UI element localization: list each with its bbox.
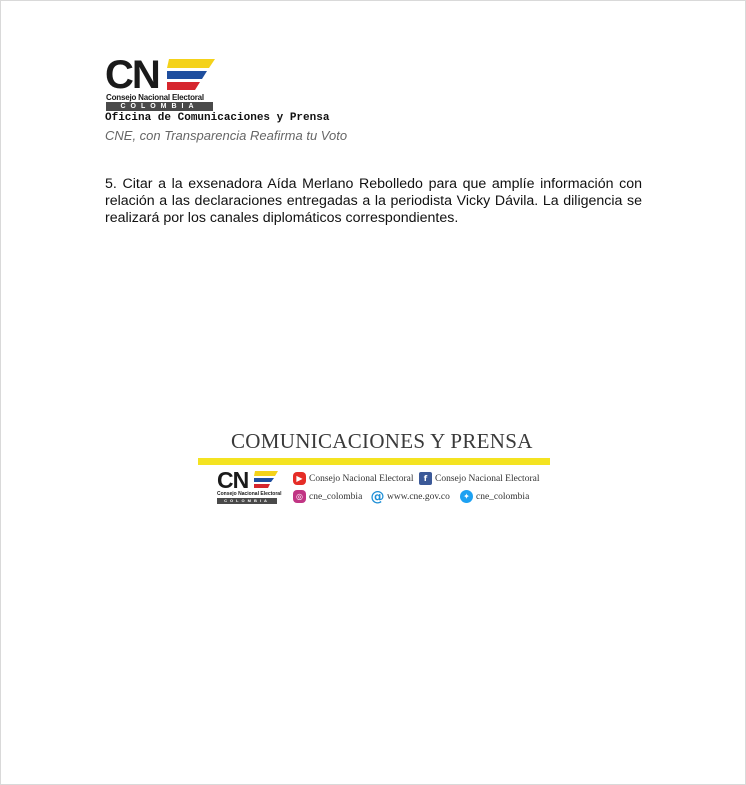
- footer-divider: [198, 458, 550, 465]
- youtube-label: Consejo Nacional Electoral: [309, 473, 414, 484]
- footer-cne-logo: [217, 467, 282, 506]
- at-sign-icon: @: [370, 488, 385, 505]
- flag-e-icon: [167, 59, 215, 91]
- instagram-label: cne_colombia: [309, 491, 363, 502]
- logo-letters: CN: [105, 53, 159, 97]
- facebook-link[interactable]: [419, 472, 539, 485]
- instagram-icon: ◎: [293, 490, 306, 503]
- twitter-link[interactable]: [460, 490, 529, 503]
- footer-flag-e-icon: [254, 471, 278, 489]
- facebook-label: Consejo Nacional Electoral: [435, 473, 540, 484]
- website-label: www.cne.gov.co: [387, 491, 450, 502]
- footer-logo-country: COLOMBIA: [217, 498, 277, 504]
- slogan: CNE, con Transparencia Reafirma tu Voto: [105, 128, 348, 143]
- instagram-link[interactable]: [293, 490, 362, 503]
- twitter-icon: ✦: [460, 490, 473, 503]
- youtube-icon: ▶: [293, 472, 306, 485]
- body-paragraph: 5. Citar a la exsenadora Aída Merlano Rebolledo para que amplíe información con relación a las declaraciones entregadas a la periodista Vicky Dávila. La diligencia se realizará por los canales diplomáticos correspondientes.: [105, 176, 642, 226]
- youtube-link[interactable]: [293, 472, 413, 485]
- footer-logo-org-name: Consejo Nacional Electoral: [217, 491, 282, 497]
- logo-country: COLOMBIA: [106, 102, 213, 111]
- footer-title: COMUNICACIONES Y PRENSA: [231, 429, 533, 453]
- logo-org-name: Consejo Nacional Electoral: [106, 93, 204, 102]
- cne-logo: [105, 53, 217, 111]
- website-link[interactable]: [371, 490, 450, 503]
- twitter-label: cne_colombia: [476, 491, 530, 502]
- footer-logo-letters: CN: [217, 467, 249, 493]
- office-name: Oficina de Comunicaciones y Prensa: [105, 112, 330, 124]
- facebook-icon: f: [419, 472, 432, 485]
